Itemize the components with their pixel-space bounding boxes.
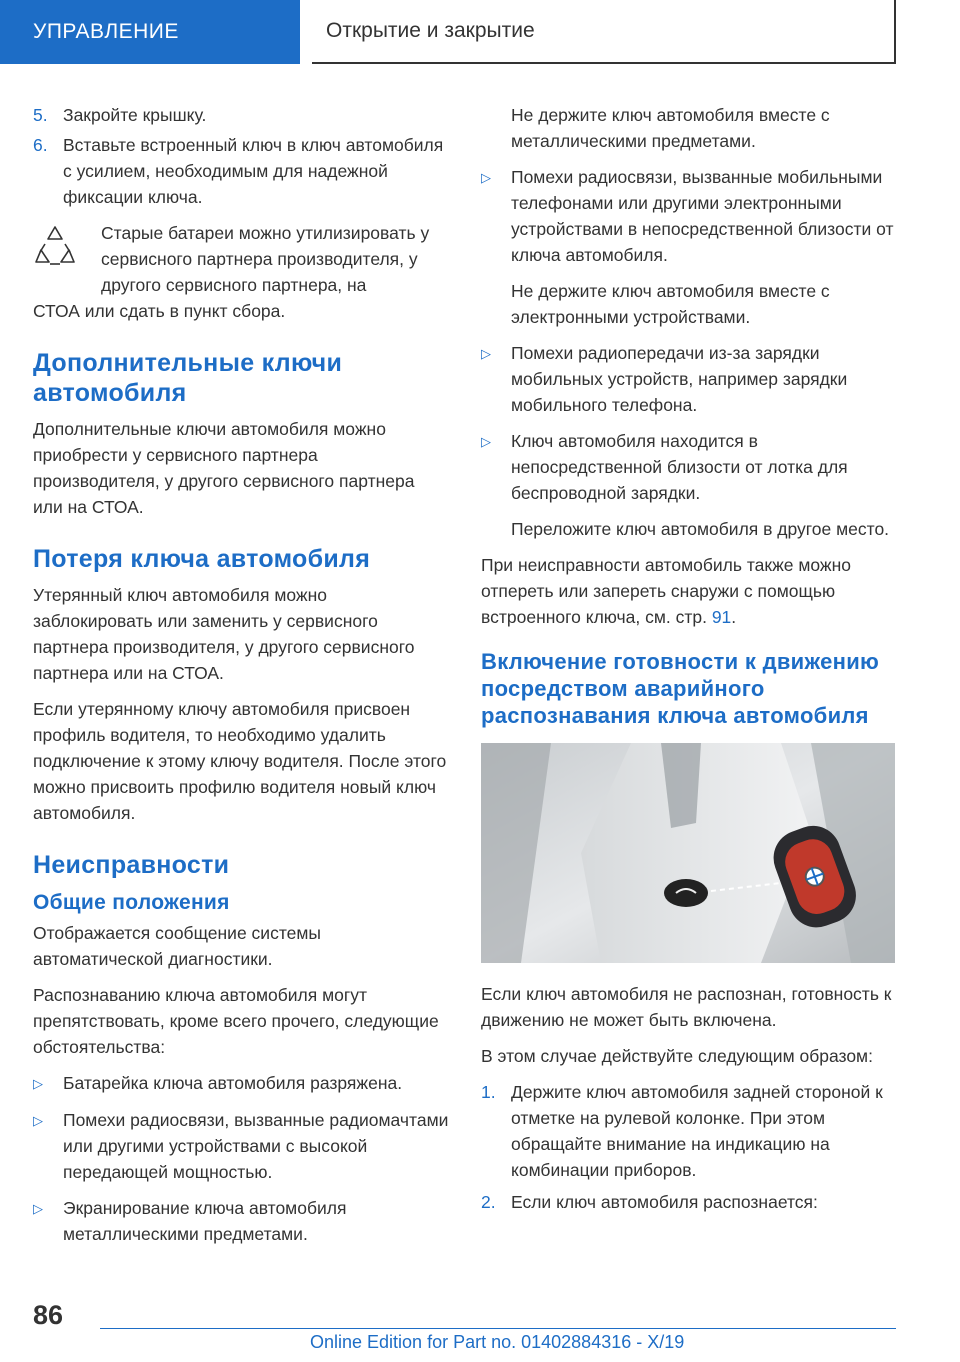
bullet-item — [481, 428, 899, 506]
footer-edition: Online Edition for Part no. 01402884316 - X/19 — [310, 1332, 685, 1352]
bullet-text: Помехи радиопередачи из-за зарядки мобильных устройств, например зарядки мобильного телефона. — [511, 343, 848, 415]
bullet-marker-icon: ▷ — [33, 1113, 43, 1128]
recycle-text: Старые батареи можно утилизировать у сервисного партнера производителя, у другого сервисного партнера, на — [101, 223, 430, 295]
paragraph: В этом случае действуйте следующим образом: — [481, 1046, 873, 1066]
recycle-text-continued: СТОА или сдать в пункт сбора. — [33, 301, 286, 321]
step-text: Если ключ автомобиля распознается: — [511, 1192, 818, 1212]
bullet-item — [33, 1070, 449, 1097]
bullet-text: Экранирование ключа автомобиля металлическими предметами. — [63, 1198, 347, 1244]
page-link[interactable]: 91 — [711, 607, 732, 627]
paragraph: Утерянный ключ автомобиля можно заблокировать или заменить у сервисного партнера производителя, у другого сервисного партнера или на СТОА. — [33, 585, 415, 683]
paragraph: Дополнительные ключи автомобиля можно приобрести у сервисного партнера производителя, у другого сервисного партнера или на СТОА. — [33, 419, 415, 517]
step-text: Вставьте встроенный ключ в ключ автомобиля с усилием, необходимым для надежной фиксации ключа. — [63, 135, 444, 207]
bullet-text: Батарейка ключа автомобиля разряжена. — [63, 1073, 403, 1093]
chapter-header — [312, 0, 896, 64]
bullet-item — [481, 340, 899, 418]
paragraph: Если утерянному ключу автомобиля присвоен профиль водителя, то необходимо удалить подключение к этому ключу водителя. После этого можно присвоить профилю водителя новый ключ автомобиля. — [33, 699, 447, 823]
step-item — [481, 1189, 899, 1215]
bullet-item — [33, 1195, 449, 1247]
step-number: 2. — [481, 1192, 496, 1212]
heading-emergency-ready: Включение готовности к движению посредством аварийного распознавания ключа автомобиля — [481, 649, 880, 728]
step-text: Держите ключ автомобиля задней стороной к отметке на рулевой колонке. При этом обращайте внимание на индикацию на комбинации приборов. — [511, 1082, 883, 1180]
page-number: 86 — [33, 1300, 64, 1330]
heading-extra-keys: Дополнительные ключи автомобиля — [33, 349, 343, 407]
bullet-marker-icon: ▷ — [481, 170, 491, 185]
paragraph: Распознаванию ключа автомобиля могут препятствовать, кроме всего прочего, следующие обстоятельства: — [33, 985, 439, 1057]
left-column — [33, 102, 449, 1257]
heading-faults: Неисправности — [33, 851, 230, 879]
bullet-text: Ключ автомобиля находится в непосредственной близости от лотка для беспроводной зарядки. — [511, 431, 848, 503]
step-item — [33, 102, 449, 128]
footer-divider — [100, 1328, 896, 1329]
paragraph: Переложите ключ автомобиля в другое место. — [511, 519, 890, 539]
bullet-marker-icon: ▷ — [33, 1201, 43, 1216]
recycle-note — [33, 220, 449, 298]
heading-general: Общие положения — [33, 891, 230, 914]
chapter-title: Открытие и закрытие — [326, 19, 535, 42]
bullet-marker-icon: ▷ — [481, 434, 491, 449]
paragraph: Отображается сообщение системы автоматической диагностики. — [33, 923, 321, 969]
step-number: 6. — [33, 135, 48, 155]
section-title: УПРАВЛЕНИЕ — [33, 20, 179, 43]
right-column — [481, 102, 899, 1219]
bullet-text: Помехи радиосвязи, вызванные радиомачтами или другими устройствами с высокой передающей мощностью. — [63, 1110, 449, 1182]
bullet-marker-icon: ▷ — [481, 346, 491, 361]
bullet-item — [481, 164, 899, 268]
recycle-icon — [33, 220, 101, 298]
paragraph-text-end: . — [731, 607, 737, 627]
step-item — [481, 1079, 899, 1183]
paragraph-backup-key — [481, 552, 899, 630]
section-tab — [0, 0, 300, 64]
paragraph: Не держите ключ автомобиля вместе с металлическими предметами. — [511, 105, 830, 151]
bullet-item — [33, 1107, 449, 1185]
paragraph-text: При неисправности автомобиль также можно отпереть или запереть снаружи с помощью встроенного ключа, см. стр. — [481, 555, 852, 627]
bullet-marker-icon: ▷ — [33, 1076, 43, 1091]
paragraph: Если ключ автомобиля не распознан, готовность к движению не может быть включена. — [481, 984, 892, 1030]
step-text: Закройте крышку. — [63, 105, 207, 125]
step-item — [33, 132, 449, 210]
steering-column-key-photo — [481, 743, 895, 963]
step-number: 1. — [481, 1082, 496, 1102]
paragraph: Не держите ключ автомобиля вместе с электронными устройствами. — [511, 281, 830, 327]
bullet-text: Помехи радиосвязи, вызванные мобильными телефонами или другими электронными устройствами в непосредственной близости от ключа автомобиля. — [511, 167, 894, 265]
step-number: 5. — [33, 105, 48, 125]
heading-lost-key: Потеря ключа автомобиля — [33, 545, 371, 573]
